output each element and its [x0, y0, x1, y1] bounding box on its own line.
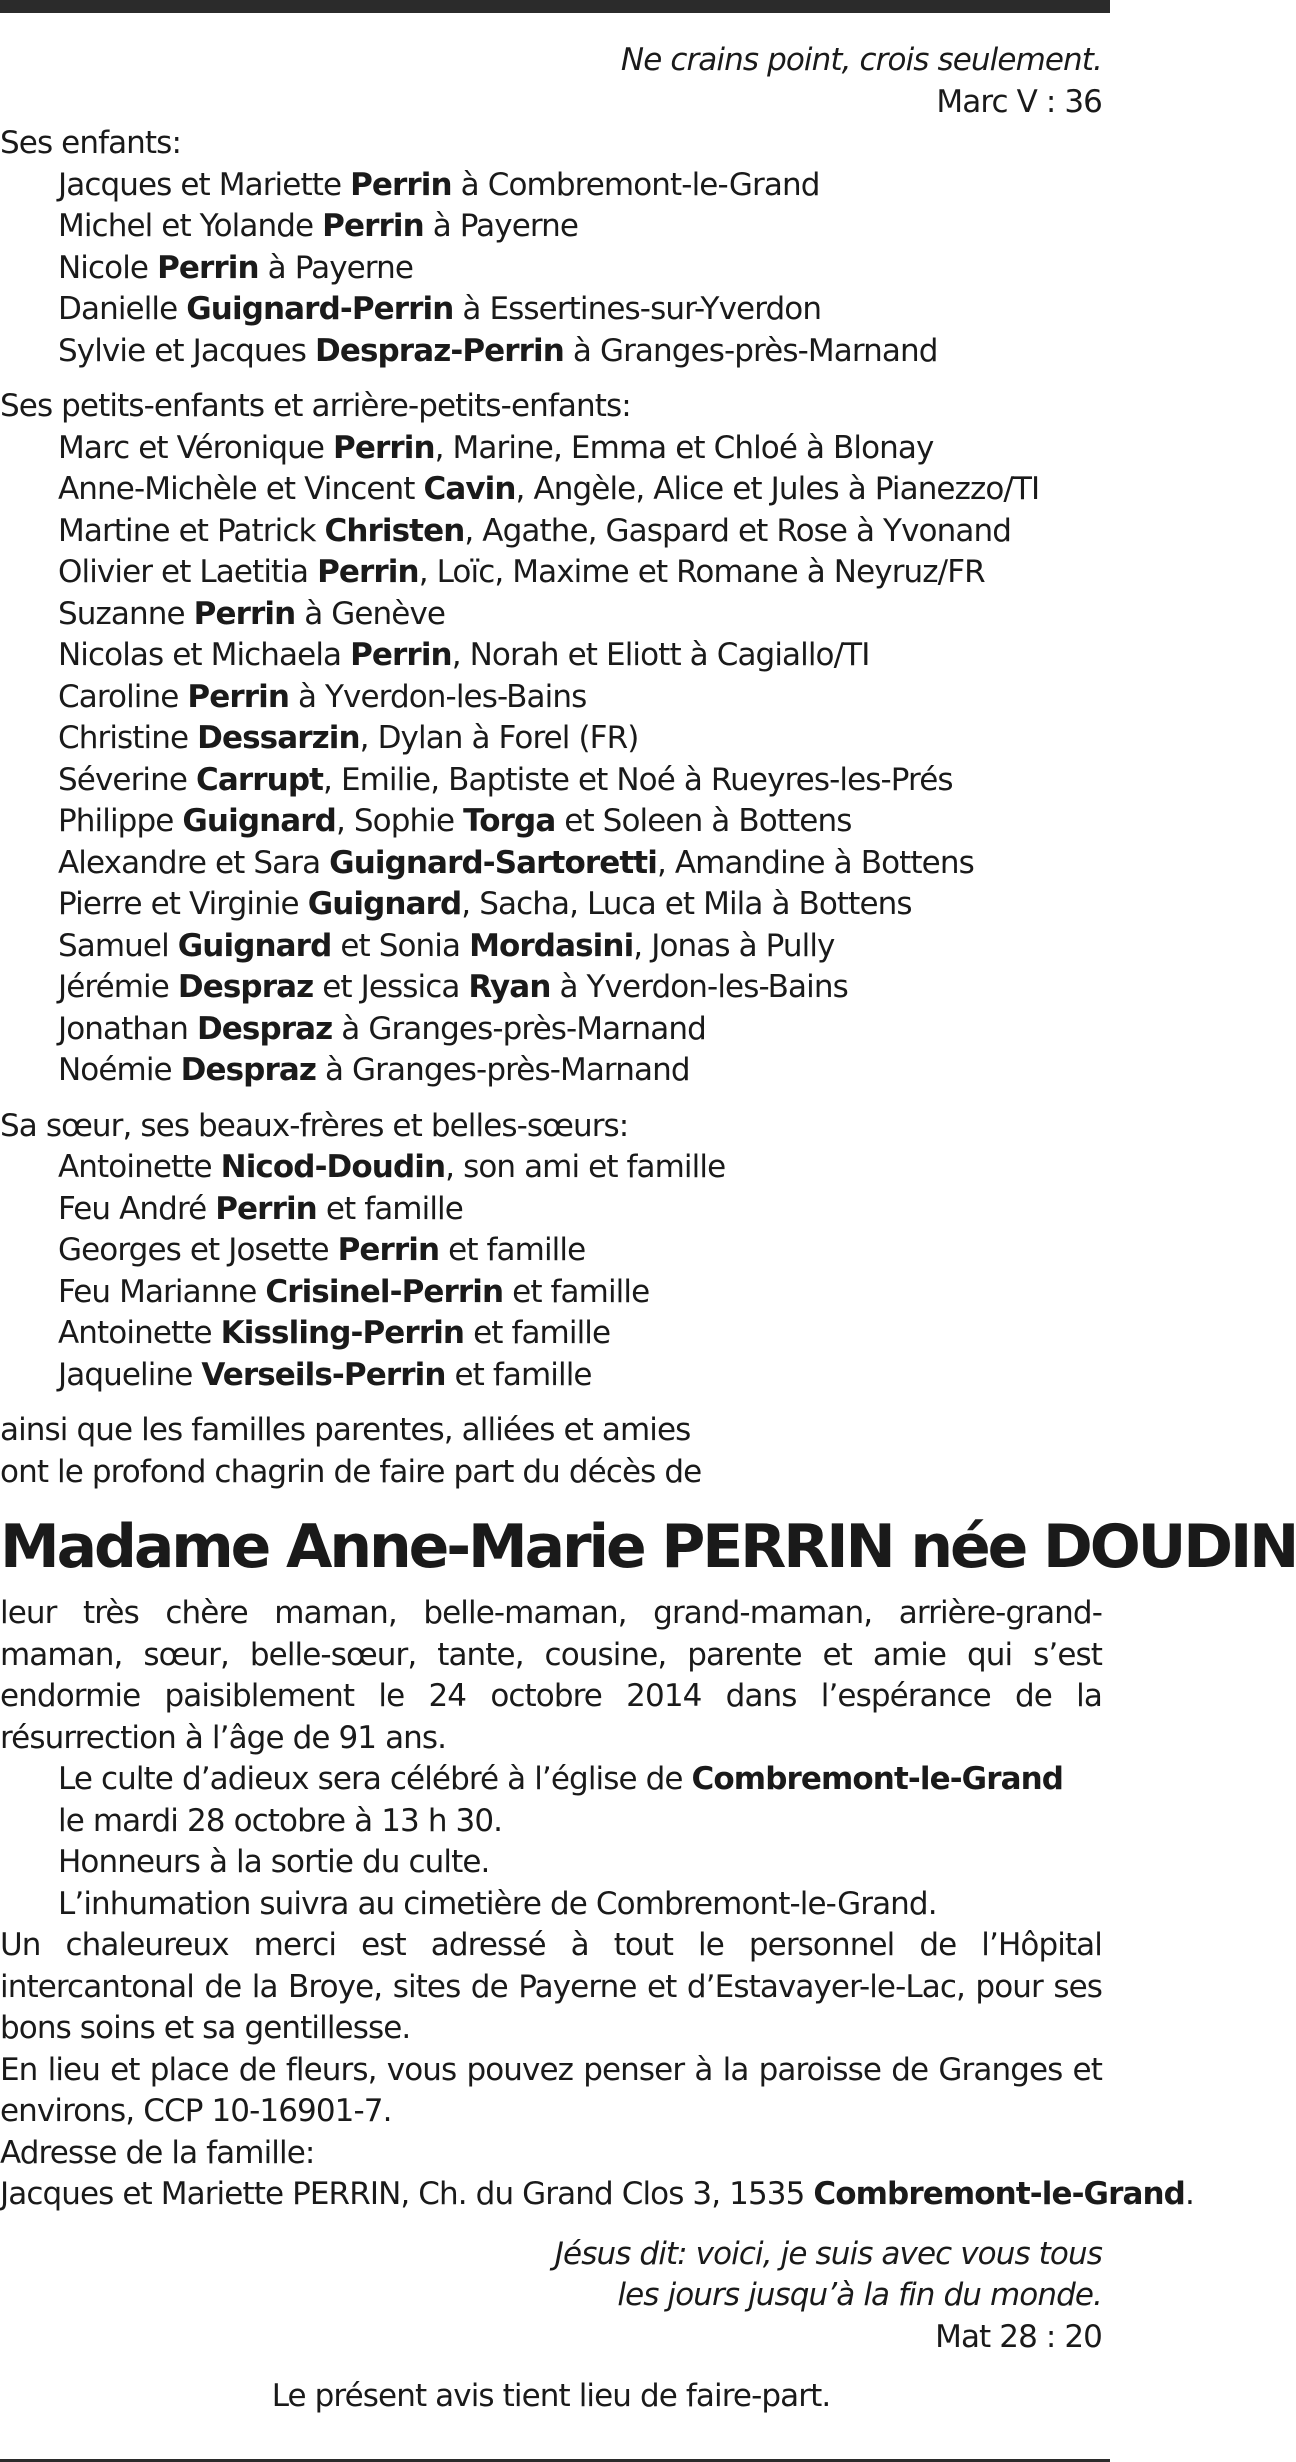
thanks-paragraph: Un chaleureux merci est adressé à tout le personnel de l’Hôpital intercantonal de la Broye, sites de Payerne et d’Estavayer-le-Lac, pour ses bons soins et sa gentillesse.: [0, 1927, 1102, 2046]
entry-text: et famille: [316, 1190, 463, 1227]
entry-text: Nicolas et Michaela: [58, 637, 351, 673]
entry-text: Pierre et Virginie: [58, 886, 308, 922]
entry-text: Jérémie: [58, 969, 178, 1005]
entry-text: , Jonas à Pully: [633, 927, 835, 964]
entry-text: , Agathe, Gaspard et Rose à Yvonand: [464, 512, 1011, 549]
entry-text: à Genève: [295, 595, 446, 632]
family-surname: Kissling-Perrin: [220, 1315, 465, 1351]
family-surname: Guignard: [182, 803, 336, 839]
children-heading: Ses enfants:: [0, 125, 181, 161]
service-line-4: L’inhumation suivra au cimetière de Combremont-le-Grand.: [58, 1885, 937, 1922]
entry-text: Olivier et Laetitia: [58, 554, 318, 590]
entry-text: Georges et Josette: [58, 1232, 338, 1268]
family-entry: [0, 552, 1102, 594]
entry-text: , Marine, Emma et Chloé à Blonay: [434, 429, 934, 466]
entry-text: Jaqueline: [58, 1356, 202, 1393]
entry-text: , Sophie: [335, 803, 464, 839]
family-surname: Guignard: [307, 886, 462, 922]
entry-text: Sylvie et Jacques: [58, 332, 315, 369]
family-entry: [0, 718, 1102, 760]
family-surname: Perrin: [157, 249, 259, 286]
entry-text: Philippe: [58, 803, 183, 839]
family-entry: [0, 1313, 1102, 1355]
address-text: Jacques et Mariette PERRIN, Ch. du Grand Clos 3, 1535: [0, 2176, 814, 2212]
family-surname: Nicod-Doudin: [220, 1149, 446, 1185]
entry-text: Antoinette: [58, 1149, 221, 1185]
family-surname: Perrin: [215, 1190, 317, 1227]
family-entry: [0, 1009, 1102, 1051]
verse-bottom-line-2: les jours jusqu’à la fin du monde.: [617, 2277, 1102, 2313]
entry-text: , Emilie, Baptiste et Noé à Rueyres-les-Prés: [323, 761, 953, 798]
entry-text: Danielle: [58, 291, 187, 327]
entry-text: à Yverdon-les-Bains: [550, 969, 848, 1005]
verse-top-text: Ne crains point, crois seulement.: [620, 42, 1102, 78]
family-entry: [0, 206, 1102, 248]
verse-bottom-line-1: Jésus dit: voici, je suis avec vous tous: [554, 2235, 1102, 2272]
family-entry: [0, 469, 1102, 511]
family-surname: Perrin: [333, 429, 435, 466]
family-surname: Perrin: [350, 637, 452, 673]
family-entry: [0, 884, 1102, 926]
entry-text: Martine et Patrick: [58, 512, 325, 549]
announce-line-2: ont le profond chagrin de faire part du décès de: [0, 1453, 702, 1490]
family-entry: [0, 248, 1102, 290]
entry-text: et famille: [503, 1273, 650, 1310]
family-entry: [0, 289, 1102, 331]
entry-text: , Amandine à Bottens: [656, 844, 974, 881]
family-surname: Guignard-Sartoretti: [329, 844, 657, 881]
entry-text: à Yverdon-les-Bains: [289, 678, 587, 715]
entry-text: et famille: [445, 1356, 592, 1393]
family-surname: Guignard: [177, 927, 332, 964]
family-surname: Crisinel-Perrin: [265, 1273, 504, 1310]
entry-text: et Soleen à Bottens: [555, 803, 852, 839]
address-town: Combremont-le-Grand: [813, 2176, 1185, 2212]
entry-text: et famille: [439, 1232, 586, 1268]
entry-text: , Angèle, Alice et Jules à Pianezzo/TI: [515, 471, 1040, 507]
family-entry: [0, 331, 1102, 373]
family-surname: Perrin: [337, 1232, 440, 1268]
entry-text: Samuel: [58, 927, 178, 964]
entry-text: Jacques et Mariette: [58, 166, 351, 203]
family-entry: [0, 967, 1102, 1009]
family-entry: [0, 801, 1102, 843]
family-surname: Verseils-Perrin: [201, 1356, 446, 1393]
family-entry: [0, 926, 1102, 968]
entry-text: Nicole: [58, 249, 158, 286]
entry-text: Caroline: [58, 678, 188, 715]
family-entry: [0, 677, 1102, 719]
entry-text: Jonathan: [58, 1010, 197, 1047]
address-heading: Adresse de la famille:: [0, 2134, 315, 2171]
verse-bottom-reference: Mat 28 : 20: [935, 2318, 1102, 2355]
footer-note: Le présent avis tient lieu de faire-part.: [271, 2378, 831, 2414]
family-surname: Christen: [324, 512, 465, 549]
entry-text: et Sonia: [331, 927, 470, 964]
family-entry: [0, 843, 1102, 885]
entry-text: et Jessica: [313, 969, 469, 1005]
family-entry: [0, 594, 1102, 636]
family-entry: [0, 1147, 1102, 1189]
deceased-name: Madame Anne-Marie PERRIN née DOUDIN: [0, 1512, 1296, 1582]
entry-text: Antoinette: [58, 1315, 221, 1351]
family-entry: [0, 1230, 1102, 1272]
entry-text: Noémie: [58, 1052, 181, 1088]
entry-text: à Combremont-le-Grand: [451, 166, 820, 203]
address-line: [0, 2174, 1194, 2216]
family-surname: Despraz-Perrin: [315, 332, 564, 369]
entry-text: Feu Marianne: [58, 1273, 266, 1310]
siblings-list: [0, 1147, 1102, 1396]
family-entry: [0, 760, 1102, 802]
family-entry: [0, 165, 1102, 207]
entry-text: Alexandre et Sara: [58, 844, 330, 881]
entry-text: et famille: [464, 1315, 611, 1351]
entry-text: Séverine: [58, 761, 196, 798]
family-surname: Guignard-Perrin: [186, 291, 454, 327]
tribute-paragraph: leur très chère maman, belle-maman, grand-maman, arrière-grand-maman, sœur, belle-sœur, tante, cousine, parente et amie qui s’est endormie paisiblement le 24 octobre 2014 dans l’espérance de la résurrection à l’âge de 91 ans.: [0, 1595, 1102, 1756]
family-surname: Despraz: [196, 1010, 333, 1047]
entry-text: à Payerne: [258, 249, 414, 286]
entry-text: à Granges-près-Marnand: [332, 1010, 706, 1047]
entry-text: , son ami et famille: [445, 1149, 726, 1185]
entry-text: Marc et Véronique: [58, 429, 334, 466]
siblings-heading: Sa sœur, ses beaux-frères et belles-sœurs:: [0, 1107, 629, 1144]
family-entry: [0, 511, 1102, 553]
obituary-notice: [0, 40, 1296, 2418]
service-line-1: [0, 1759, 1102, 1801]
grandchildren-heading: Ses petits-enfants et arrière-petits-enfants:: [0, 388, 631, 424]
family-surname: Mordasini: [469, 927, 634, 964]
entry-text: à Granges-près-Marnand: [316, 1052, 690, 1088]
family-entry: [0, 1272, 1102, 1314]
announce-line-1: ainsi que les familles parentes, alliées et amies: [0, 1412, 691, 1448]
family-entry: [0, 428, 1102, 470]
entry-text: Anne-Michèle et Vincent: [58, 471, 424, 507]
grandchildren-list: [0, 428, 1102, 1092]
family-surname: Perrin: [187, 678, 289, 715]
entry-text: , Sacha, Luca et Mila à Bottens: [461, 886, 912, 922]
service-line-1-text: Le culte d’adieux sera célébré à l’église de: [58, 1761, 692, 1797]
family-surname: Despraz: [177, 969, 314, 1005]
entry-text: Christine: [58, 720, 198, 756]
entry-text: à Payerne: [423, 208, 579, 244]
service-line-2: le mardi 28 octobre à 13 h 30.: [58, 1802, 503, 1839]
family-entry: [0, 1050, 1102, 1092]
entry-text: , Dylan à Forel (FR): [359, 720, 639, 756]
service-place: Combremont-le-Grand: [691, 1761, 1064, 1797]
entry-text: à Granges-près-Marnand: [563, 332, 938, 369]
family-surname: Dessarzin: [197, 720, 360, 756]
top-rule: [0, 0, 1110, 13]
address-end: .: [1184, 2176, 1194, 2212]
family-surname: Perrin: [350, 166, 452, 203]
family-surname: Perrin: [322, 208, 424, 244]
family-surname: Torga: [463, 803, 556, 839]
family-surname: Perrin: [193, 595, 296, 632]
children-list: [0, 165, 1102, 373]
entry-text: , Loïc, Maxime et Romane à Neyruz/FR: [418, 554, 985, 590]
family-surname: Ryan: [468, 969, 551, 1005]
entry-text: Feu André: [58, 1190, 216, 1227]
family-surname: Cavin: [423, 471, 516, 507]
flowers-paragraph: En lieu et place de fleurs, vous pouvez penser à la paroisse de Granges et environs, CCP 10-16901-7.: [0, 2051, 1102, 2129]
family-entry: [0, 1355, 1102, 1397]
family-surname: Despraz: [180, 1052, 317, 1088]
family-surname: Perrin: [317, 554, 419, 590]
service-line-3: Honneurs à la sortie du culte.: [58, 1844, 490, 1880]
family-surname: Carrupt: [196, 761, 324, 798]
entry-text: Suzanne: [58, 595, 194, 632]
entry-text: , Norah et Eliott à Cagiallo/TI: [451, 637, 870, 673]
entry-text: Michel et Yolande: [58, 208, 323, 244]
entry-text: à Essertines-sur-Yverdon: [453, 291, 822, 327]
family-entry: [0, 635, 1102, 677]
verse-top-reference: Marc V : 36: [936, 83, 1102, 120]
family-entry: [0, 1189, 1102, 1231]
